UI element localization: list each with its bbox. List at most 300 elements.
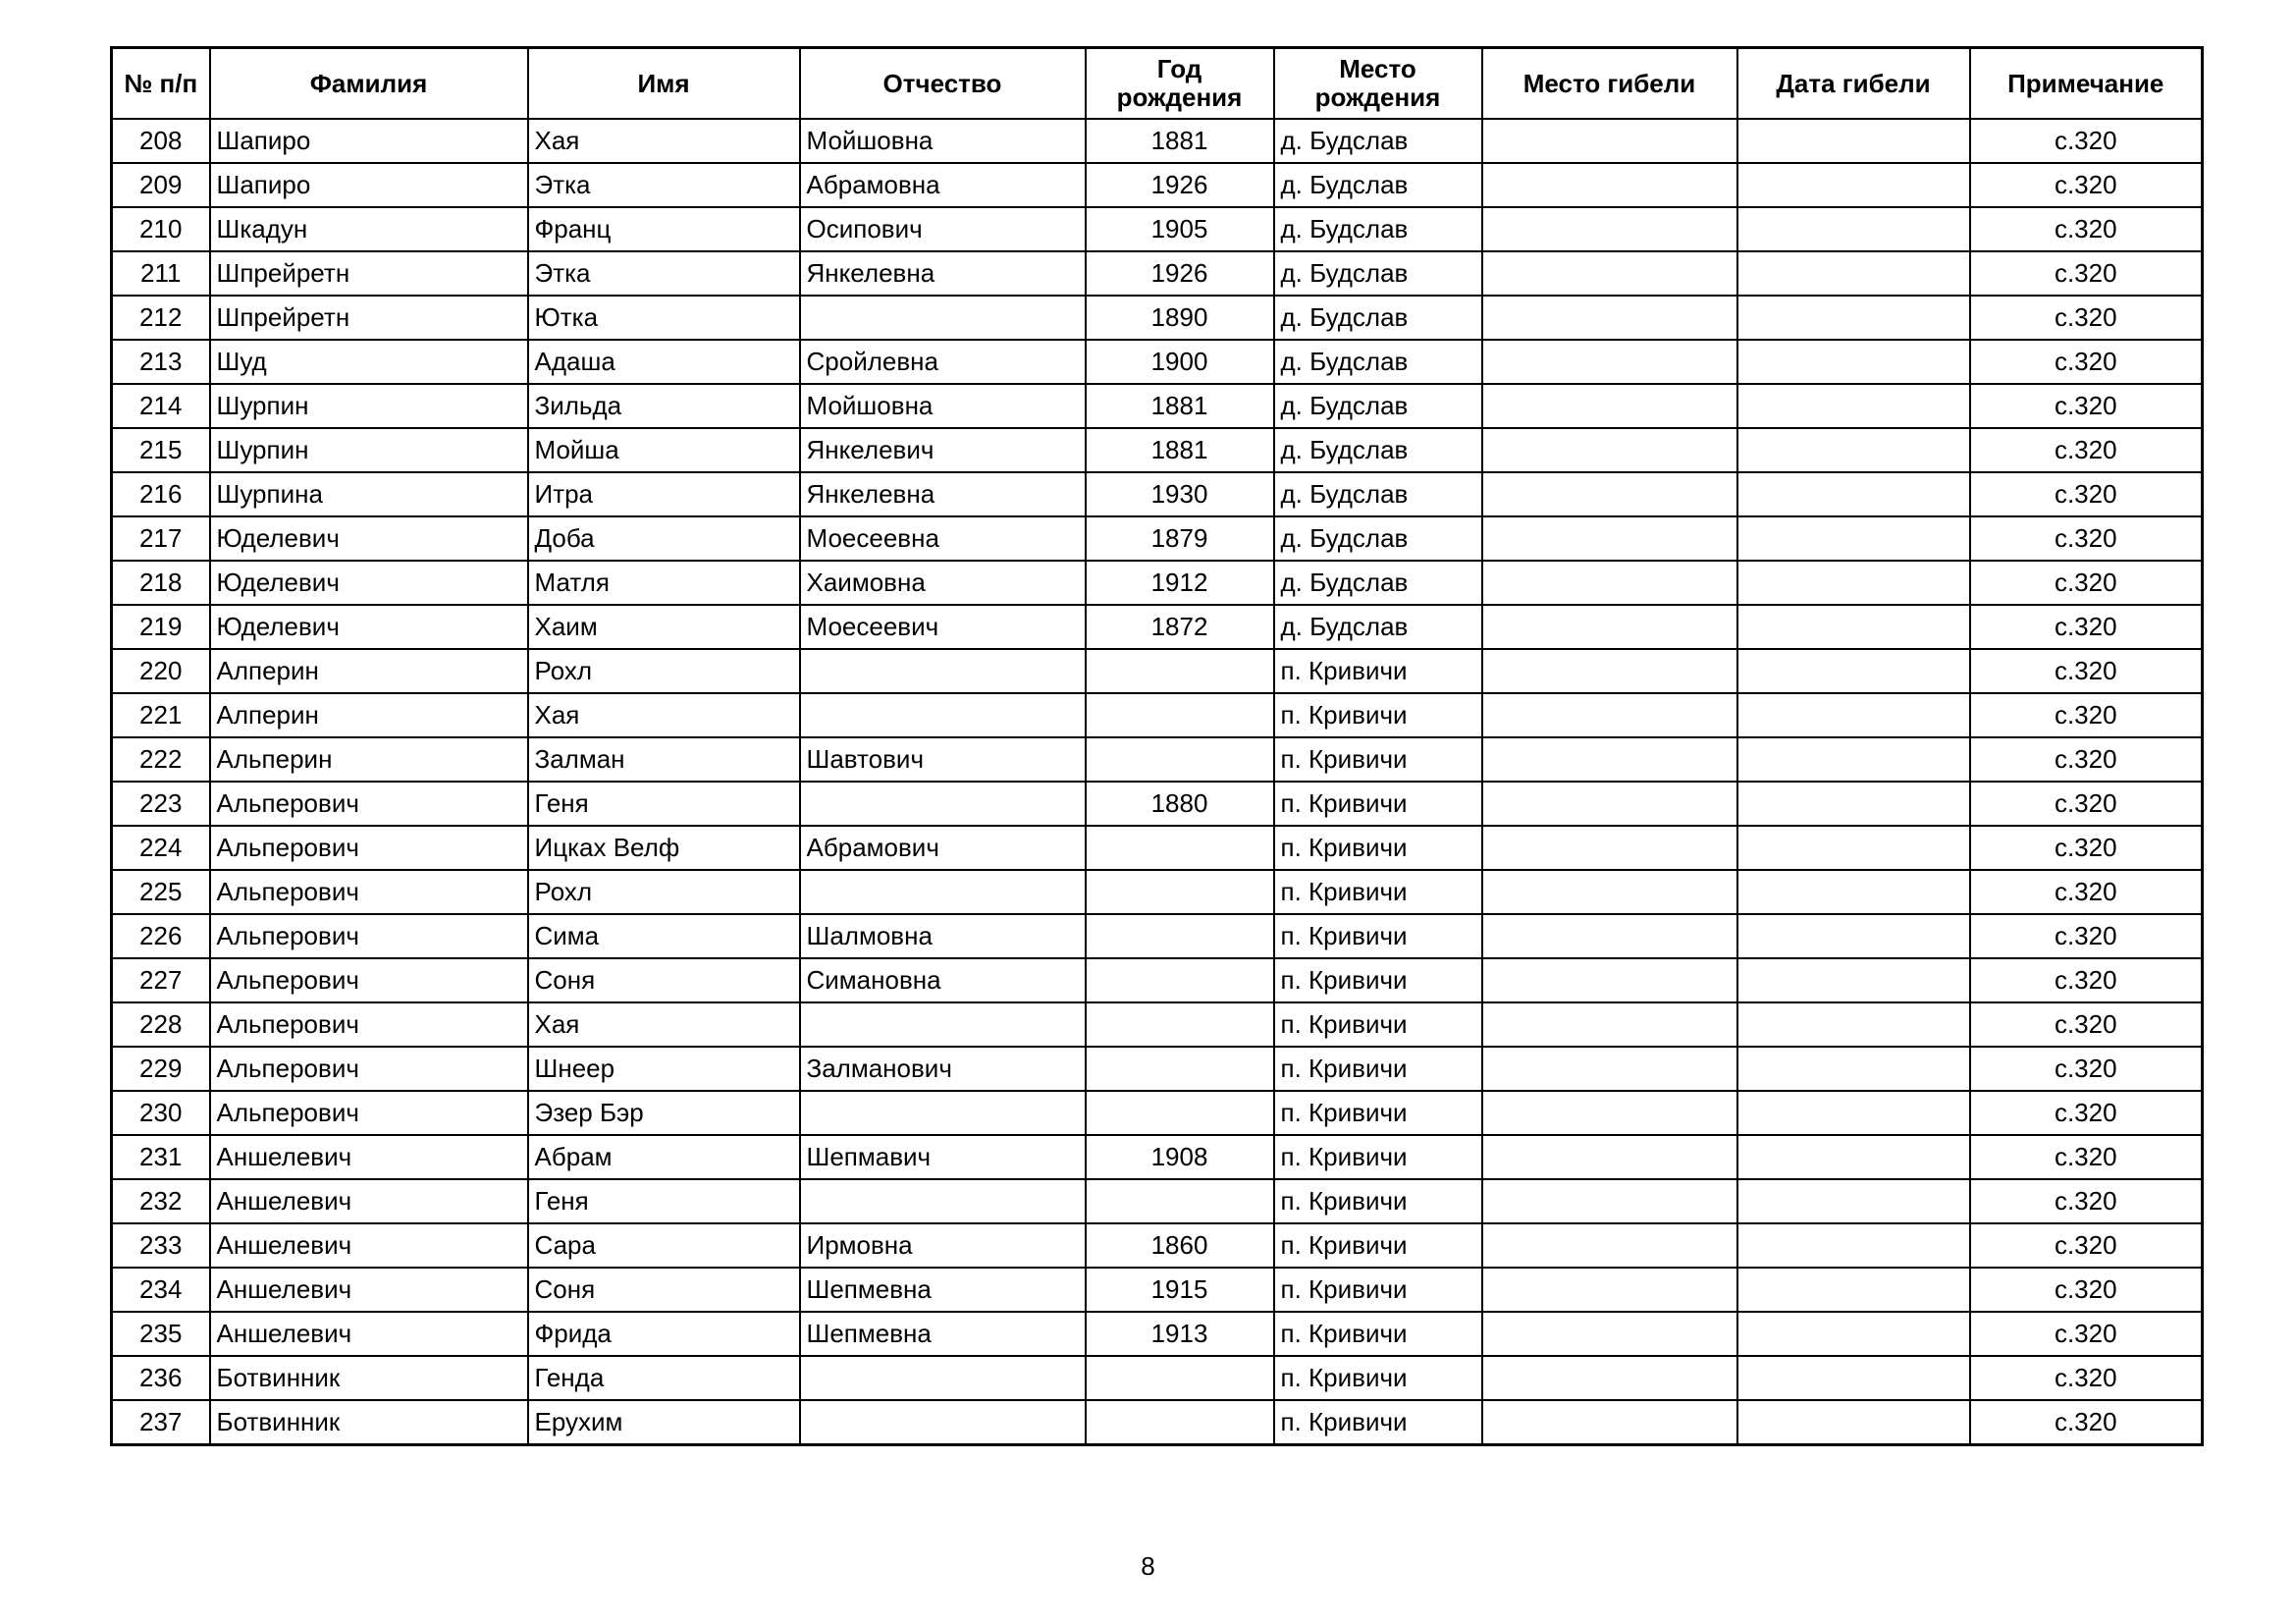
cell-first-name: Хая bbox=[528, 693, 800, 737]
cell-note: с.320 bbox=[1970, 1135, 2203, 1179]
cell-birth-place: д. Будслав bbox=[1274, 251, 1482, 296]
cell-death-place bbox=[1482, 472, 1737, 516]
cell-num: 237 bbox=[112, 1400, 210, 1445]
cell-birth-place: п. Кривичи bbox=[1274, 1091, 1482, 1135]
cell-death-place bbox=[1482, 1135, 1737, 1179]
cell-birth-year bbox=[1086, 693, 1274, 737]
cell-death-place bbox=[1482, 1312, 1737, 1356]
cell-birth-place: п. Кривичи bbox=[1274, 649, 1482, 693]
victims-register-table bbox=[110, 46, 2204, 1446]
cell-patronymic bbox=[800, 870, 1086, 914]
cell-first-name: Геня bbox=[528, 782, 800, 826]
table-row bbox=[112, 693, 2203, 737]
cell-birth-place: п. Кривичи bbox=[1274, 1268, 1482, 1312]
cell-patronymic: Шалмовна bbox=[800, 914, 1086, 958]
cell-birth-year bbox=[1086, 1356, 1274, 1400]
cell-num: 213 bbox=[112, 340, 210, 384]
cell-death-place bbox=[1482, 428, 1737, 472]
cell-note: с.320 bbox=[1970, 693, 2203, 737]
cell-death-date bbox=[1737, 649, 1970, 693]
cell-death-date bbox=[1737, 1179, 1970, 1223]
cell-last-name: Ботвинник bbox=[210, 1356, 528, 1400]
table-row bbox=[112, 1135, 2203, 1179]
cell-note: с.320 bbox=[1970, 1312, 2203, 1356]
cell-note: с.320 bbox=[1970, 1400, 2203, 1445]
cell-patronymic: Шепмавич bbox=[800, 1135, 1086, 1179]
cell-last-name: Альперин bbox=[210, 737, 528, 782]
cell-last-name: Альперович bbox=[210, 782, 528, 826]
cell-death-date bbox=[1737, 207, 1970, 251]
cell-note: с.320 bbox=[1970, 472, 2203, 516]
cell-death-date bbox=[1737, 826, 1970, 870]
cell-note: с.320 bbox=[1970, 1047, 2203, 1091]
cell-note: с.320 bbox=[1970, 649, 2203, 693]
cell-birth-year: 1881 bbox=[1086, 428, 1274, 472]
cell-death-date bbox=[1737, 340, 1970, 384]
header-first-name: Имя bbox=[528, 48, 800, 120]
cell-birth-place: п. Кривичи bbox=[1274, 782, 1482, 826]
cell-note: с.320 bbox=[1970, 251, 2203, 296]
cell-first-name: Хаим bbox=[528, 605, 800, 649]
cell-death-date bbox=[1737, 958, 1970, 1002]
cell-first-name: Рохл bbox=[528, 649, 800, 693]
cell-patronymic bbox=[800, 649, 1086, 693]
table-row bbox=[112, 384, 2203, 428]
cell-birth-place: д. Будслав bbox=[1274, 516, 1482, 561]
cell-death-place bbox=[1482, 1268, 1737, 1312]
cell-birth-place: п. Кривичи bbox=[1274, 1179, 1482, 1223]
cell-birth-year: 1900 bbox=[1086, 340, 1274, 384]
cell-first-name: Залман bbox=[528, 737, 800, 782]
table-row bbox=[112, 340, 2203, 384]
cell-note: с.320 bbox=[1970, 870, 2203, 914]
cell-last-name: Ботвинник bbox=[210, 1400, 528, 1445]
header-num: № п/п bbox=[112, 48, 210, 120]
cell-death-date bbox=[1737, 1268, 1970, 1312]
cell-num: 216 bbox=[112, 472, 210, 516]
cell-num: 218 bbox=[112, 561, 210, 605]
cell-death-place bbox=[1482, 1091, 1737, 1135]
cell-death-place bbox=[1482, 958, 1737, 1002]
cell-num: 224 bbox=[112, 826, 210, 870]
cell-patronymic: Абрамовна bbox=[800, 163, 1086, 207]
cell-num: 209 bbox=[112, 163, 210, 207]
cell-death-place bbox=[1482, 1047, 1737, 1091]
cell-birth-place: п. Кривичи bbox=[1274, 1047, 1482, 1091]
cell-birth-year bbox=[1086, 914, 1274, 958]
cell-first-name: Абрам bbox=[528, 1135, 800, 1179]
cell-note: с.320 bbox=[1970, 119, 2203, 163]
cell-death-place bbox=[1482, 1356, 1737, 1400]
cell-patronymic: Шавтович bbox=[800, 737, 1086, 782]
cell-death-place bbox=[1482, 1223, 1737, 1268]
cell-birth-year bbox=[1086, 826, 1274, 870]
cell-birth-place: д. Будслав bbox=[1274, 207, 1482, 251]
cell-last-name: Аншелевич bbox=[210, 1223, 528, 1268]
cell-num: 215 bbox=[112, 428, 210, 472]
cell-note: с.320 bbox=[1970, 605, 2203, 649]
cell-first-name: Соня bbox=[528, 1268, 800, 1312]
cell-birth-place: д. Будслав bbox=[1274, 163, 1482, 207]
cell-patronymic: Ирмовна bbox=[800, 1223, 1086, 1268]
cell-death-date bbox=[1737, 1091, 1970, 1135]
cell-patronymic: Абрамович bbox=[800, 826, 1086, 870]
table-row bbox=[112, 472, 2203, 516]
cell-birth-place: п. Кривичи bbox=[1274, 870, 1482, 914]
cell-death-date bbox=[1737, 1047, 1970, 1091]
cell-first-name: Этка bbox=[528, 163, 800, 207]
cell-num: 210 bbox=[112, 207, 210, 251]
cell-first-name: Зильда bbox=[528, 384, 800, 428]
header-note: Примечание bbox=[1970, 48, 2203, 120]
cell-death-place bbox=[1482, 163, 1737, 207]
cell-note: с.320 bbox=[1970, 914, 2203, 958]
cell-patronymic bbox=[800, 693, 1086, 737]
cell-patronymic: Мойшовна bbox=[800, 384, 1086, 428]
cell-death-place bbox=[1482, 384, 1737, 428]
cell-patronymic bbox=[800, 782, 1086, 826]
cell-patronymic bbox=[800, 296, 1086, 340]
cell-num: 223 bbox=[112, 782, 210, 826]
cell-note: с.320 bbox=[1970, 1091, 2203, 1135]
cell-birth-place: д. Будслав bbox=[1274, 384, 1482, 428]
cell-note: с.320 bbox=[1970, 516, 2203, 561]
cell-birth-year: 1880 bbox=[1086, 782, 1274, 826]
cell-note: с.320 bbox=[1970, 1268, 2203, 1312]
cell-first-name: Мойша bbox=[528, 428, 800, 472]
cell-death-place bbox=[1482, 914, 1737, 958]
cell-birth-place: д. Будслав bbox=[1274, 296, 1482, 340]
cell-patronymic bbox=[800, 1091, 1086, 1135]
cell-first-name: Хая bbox=[528, 1002, 800, 1047]
cell-birth-place: п. Кривичи bbox=[1274, 693, 1482, 737]
cell-death-date bbox=[1737, 870, 1970, 914]
table-row bbox=[112, 1179, 2203, 1223]
page-number: 8 bbox=[1141, 1551, 1155, 1581]
cell-num: 226 bbox=[112, 914, 210, 958]
cell-last-name: Шуд bbox=[210, 340, 528, 384]
cell-birth-place: п. Кривичи bbox=[1274, 958, 1482, 1002]
cell-last-name: Альперович bbox=[210, 958, 528, 1002]
table-row bbox=[112, 207, 2203, 251]
cell-death-place bbox=[1482, 251, 1737, 296]
cell-patronymic: Моесеевич bbox=[800, 605, 1086, 649]
header-last-name: Фамилия bbox=[210, 48, 528, 120]
table-row bbox=[112, 958, 2203, 1002]
cell-first-name: Ютка bbox=[528, 296, 800, 340]
cell-death-date bbox=[1737, 782, 1970, 826]
cell-death-place bbox=[1482, 561, 1737, 605]
cell-birth-year: 1881 bbox=[1086, 119, 1274, 163]
cell-first-name: Рохл bbox=[528, 870, 800, 914]
cell-last-name: Алперин bbox=[210, 693, 528, 737]
header-birth-year: Год рождения bbox=[1086, 48, 1274, 120]
cell-num: 231 bbox=[112, 1135, 210, 1179]
cell-note: с.320 bbox=[1970, 1179, 2203, 1223]
table-row bbox=[112, 1091, 2203, 1135]
table-body bbox=[112, 119, 2203, 1445]
cell-last-name: Шпрейретн bbox=[210, 296, 528, 340]
cell-birth-place: п. Кривичи bbox=[1274, 914, 1482, 958]
table-row bbox=[112, 1047, 2203, 1091]
cell-death-date bbox=[1737, 384, 1970, 428]
cell-birth-place: п. Кривичи bbox=[1274, 1223, 1482, 1268]
cell-death-date bbox=[1737, 428, 1970, 472]
cell-birth-year bbox=[1086, 1091, 1274, 1135]
cell-last-name: Юделевич bbox=[210, 516, 528, 561]
cell-birth-place: д. Будслав bbox=[1274, 340, 1482, 384]
table-row bbox=[112, 605, 2203, 649]
cell-patronymic: Янкелевна bbox=[800, 251, 1086, 296]
table-row bbox=[112, 163, 2203, 207]
cell-num: 219 bbox=[112, 605, 210, 649]
cell-last-name: Алперин bbox=[210, 649, 528, 693]
table-row bbox=[112, 1223, 2203, 1268]
cell-birth-year: 1908 bbox=[1086, 1135, 1274, 1179]
cell-first-name: Адаша bbox=[528, 340, 800, 384]
cell-birth-place: д. Будслав bbox=[1274, 472, 1482, 516]
cell-patronymic: Мойшовна bbox=[800, 119, 1086, 163]
cell-birth-place: д. Будслав bbox=[1274, 428, 1482, 472]
cell-note: с.320 bbox=[1970, 1223, 2203, 1268]
cell-death-date bbox=[1737, 1002, 1970, 1047]
cell-death-date bbox=[1737, 693, 1970, 737]
table-row bbox=[112, 251, 2203, 296]
cell-patronymic: Янкелевич bbox=[800, 428, 1086, 472]
cell-last-name: Аншелевич bbox=[210, 1179, 528, 1223]
cell-num: 222 bbox=[112, 737, 210, 782]
cell-death-place bbox=[1482, 826, 1737, 870]
cell-birth-year bbox=[1086, 1002, 1274, 1047]
cell-birth-year bbox=[1086, 1179, 1274, 1223]
cell-death-place bbox=[1482, 693, 1737, 737]
cell-last-name: Шурпина bbox=[210, 472, 528, 516]
cell-birth-place: п. Кривичи bbox=[1274, 1400, 1482, 1445]
cell-death-place bbox=[1482, 1002, 1737, 1047]
cell-note: с.320 bbox=[1970, 163, 2203, 207]
table-row bbox=[112, 914, 2203, 958]
cell-first-name: Соня bbox=[528, 958, 800, 1002]
cell-death-date bbox=[1737, 119, 1970, 163]
cell-num: 228 bbox=[112, 1002, 210, 1047]
header-death-date: Дата гибели bbox=[1737, 48, 1970, 120]
cell-last-name: Альперович bbox=[210, 1091, 528, 1135]
cell-birth-year bbox=[1086, 649, 1274, 693]
cell-death-place bbox=[1482, 737, 1737, 782]
cell-last-name: Альперович bbox=[210, 826, 528, 870]
table-row bbox=[112, 516, 2203, 561]
cell-death-place bbox=[1482, 870, 1737, 914]
cell-last-name: Аншелевич bbox=[210, 1135, 528, 1179]
cell-death-date bbox=[1737, 737, 1970, 782]
cell-birth-year: 1879 bbox=[1086, 516, 1274, 561]
cell-first-name: Эзер Бэр bbox=[528, 1091, 800, 1135]
table-row bbox=[112, 1312, 2203, 1356]
cell-last-name: Аншелевич bbox=[210, 1268, 528, 1312]
cell-num: 230 bbox=[112, 1091, 210, 1135]
cell-last-name: Шурпин bbox=[210, 384, 528, 428]
cell-last-name: Аншелевич bbox=[210, 1312, 528, 1356]
table-row bbox=[112, 1002, 2203, 1047]
cell-patronymic: Шепмевна bbox=[800, 1312, 1086, 1356]
cell-birth-place: п. Кривичи bbox=[1274, 1135, 1482, 1179]
cell-note: с.320 bbox=[1970, 782, 2203, 826]
cell-patronymic: Симановна bbox=[800, 958, 1086, 1002]
cell-death-date bbox=[1737, 516, 1970, 561]
cell-birth-year: 1926 bbox=[1086, 251, 1274, 296]
cell-num: 225 bbox=[112, 870, 210, 914]
cell-birth-place: п. Кривичи bbox=[1274, 1002, 1482, 1047]
cell-num: 227 bbox=[112, 958, 210, 1002]
cell-first-name: Генда bbox=[528, 1356, 800, 1400]
cell-death-date bbox=[1737, 1135, 1970, 1179]
cell-birth-year bbox=[1086, 870, 1274, 914]
cell-birth-year bbox=[1086, 1047, 1274, 1091]
cell-patronymic bbox=[800, 1356, 1086, 1400]
cell-note: с.320 bbox=[1970, 384, 2203, 428]
cell-death-date bbox=[1737, 296, 1970, 340]
cell-note: с.320 bbox=[1970, 561, 2203, 605]
cell-birth-place: п. Кривичи bbox=[1274, 826, 1482, 870]
cell-patronymic bbox=[800, 1002, 1086, 1047]
header-birth-place: Место рождения bbox=[1274, 48, 1482, 120]
cell-first-name: Ерухим bbox=[528, 1400, 800, 1445]
cell-last-name: Юделевич bbox=[210, 605, 528, 649]
cell-patronymic: Хаимовна bbox=[800, 561, 1086, 605]
cell-last-name: Юделевич bbox=[210, 561, 528, 605]
cell-patronymic: Сройлевна bbox=[800, 340, 1086, 384]
cell-patronymic: Залманович bbox=[800, 1047, 1086, 1091]
cell-last-name: Шапиро bbox=[210, 163, 528, 207]
cell-note: с.320 bbox=[1970, 296, 2203, 340]
cell-birth-place: п. Кривичи bbox=[1274, 1312, 1482, 1356]
cell-first-name: Итра bbox=[528, 472, 800, 516]
cell-birth-place: п. Кривичи bbox=[1274, 737, 1482, 782]
cell-birth-year: 1915 bbox=[1086, 1268, 1274, 1312]
cell-birth-place: д. Будслав bbox=[1274, 561, 1482, 605]
cell-death-date bbox=[1737, 1356, 1970, 1400]
cell-first-name: Матля bbox=[528, 561, 800, 605]
cell-note: с.320 bbox=[1970, 1356, 2203, 1400]
table-row bbox=[112, 1268, 2203, 1312]
cell-birth-year: 1905 bbox=[1086, 207, 1274, 251]
cell-num: 233 bbox=[112, 1223, 210, 1268]
cell-first-name: Франц bbox=[528, 207, 800, 251]
cell-note: с.320 bbox=[1970, 737, 2203, 782]
cell-birth-year bbox=[1086, 1400, 1274, 1445]
cell-patronymic: Моесеевна bbox=[800, 516, 1086, 561]
cell-death-place bbox=[1482, 119, 1737, 163]
cell-death-date bbox=[1737, 163, 1970, 207]
cell-first-name: Фрида bbox=[528, 1312, 800, 1356]
cell-first-name: Ицках Велф bbox=[528, 826, 800, 870]
table-row bbox=[112, 649, 2203, 693]
cell-first-name: Сара bbox=[528, 1223, 800, 1268]
cell-last-name: Альперович bbox=[210, 870, 528, 914]
cell-note: с.320 bbox=[1970, 428, 2203, 472]
cell-death-date bbox=[1737, 472, 1970, 516]
cell-birth-year: 1926 bbox=[1086, 163, 1274, 207]
cell-birth-year: 1930 bbox=[1086, 472, 1274, 516]
cell-birth-place: д. Будслав bbox=[1274, 605, 1482, 649]
cell-note: с.320 bbox=[1970, 826, 2203, 870]
cell-death-place bbox=[1482, 782, 1737, 826]
cell-patronymic bbox=[800, 1400, 1086, 1445]
cell-death-date bbox=[1737, 605, 1970, 649]
cell-first-name: Этка bbox=[528, 251, 800, 296]
cell-death-place bbox=[1482, 649, 1737, 693]
cell-note: с.320 bbox=[1970, 1002, 2203, 1047]
cell-patronymic: Янкелевна bbox=[800, 472, 1086, 516]
cell-first-name: Хая bbox=[528, 119, 800, 163]
cell-birth-year bbox=[1086, 958, 1274, 1002]
cell-birth-year: 1890 bbox=[1086, 296, 1274, 340]
table-row bbox=[112, 826, 2203, 870]
cell-death-place bbox=[1482, 1400, 1737, 1445]
cell-birth-place: п. Кривичи bbox=[1274, 1356, 1482, 1400]
table-row bbox=[112, 1400, 2203, 1445]
cell-note: с.320 bbox=[1970, 958, 2203, 1002]
table-header-row bbox=[112, 48, 2203, 120]
cell-death-place bbox=[1482, 207, 1737, 251]
cell-num: 214 bbox=[112, 384, 210, 428]
table-row bbox=[112, 782, 2203, 826]
cell-first-name: Сима bbox=[528, 914, 800, 958]
cell-note: с.320 bbox=[1970, 207, 2203, 251]
table-row bbox=[112, 296, 2203, 340]
cell-last-name: Шурпин bbox=[210, 428, 528, 472]
document-sheet bbox=[110, 46, 2201, 1446]
cell-num: 236 bbox=[112, 1356, 210, 1400]
cell-note: с.320 bbox=[1970, 340, 2203, 384]
cell-num: 212 bbox=[112, 296, 210, 340]
cell-death-place bbox=[1482, 605, 1737, 649]
cell-last-name: Шпрейретн bbox=[210, 251, 528, 296]
cell-birth-year bbox=[1086, 737, 1274, 782]
cell-death-place bbox=[1482, 340, 1737, 384]
cell-last-name: Альперович bbox=[210, 1002, 528, 1047]
cell-death-date bbox=[1737, 914, 1970, 958]
cell-num: 221 bbox=[112, 693, 210, 737]
cell-death-place bbox=[1482, 296, 1737, 340]
cell-last-name: Шапиро bbox=[210, 119, 528, 163]
cell-num: 208 bbox=[112, 119, 210, 163]
cell-first-name: Доба bbox=[528, 516, 800, 561]
table-row bbox=[112, 561, 2203, 605]
cell-death-date bbox=[1737, 251, 1970, 296]
cell-birth-place: д. Будслав bbox=[1274, 119, 1482, 163]
cell-num: 217 bbox=[112, 516, 210, 561]
cell-first-name: Шнеер bbox=[528, 1047, 800, 1091]
cell-death-place bbox=[1482, 1179, 1737, 1223]
cell-birth-year: 1860 bbox=[1086, 1223, 1274, 1268]
cell-death-date bbox=[1737, 1400, 1970, 1445]
cell-num: 235 bbox=[112, 1312, 210, 1356]
table-row bbox=[112, 1356, 2203, 1400]
cell-patronymic bbox=[800, 1179, 1086, 1223]
table-row bbox=[112, 119, 2203, 163]
cell-patronymic: Осипович bbox=[800, 207, 1086, 251]
cell-num: 220 bbox=[112, 649, 210, 693]
cell-num: 211 bbox=[112, 251, 210, 296]
cell-death-place bbox=[1482, 516, 1737, 561]
cell-last-name: Шкадун bbox=[210, 207, 528, 251]
cell-birth-year: 1881 bbox=[1086, 384, 1274, 428]
cell-num: 229 bbox=[112, 1047, 210, 1091]
table-row bbox=[112, 870, 2203, 914]
table-row bbox=[112, 737, 2203, 782]
header-death-place: Место гибели bbox=[1482, 48, 1737, 120]
